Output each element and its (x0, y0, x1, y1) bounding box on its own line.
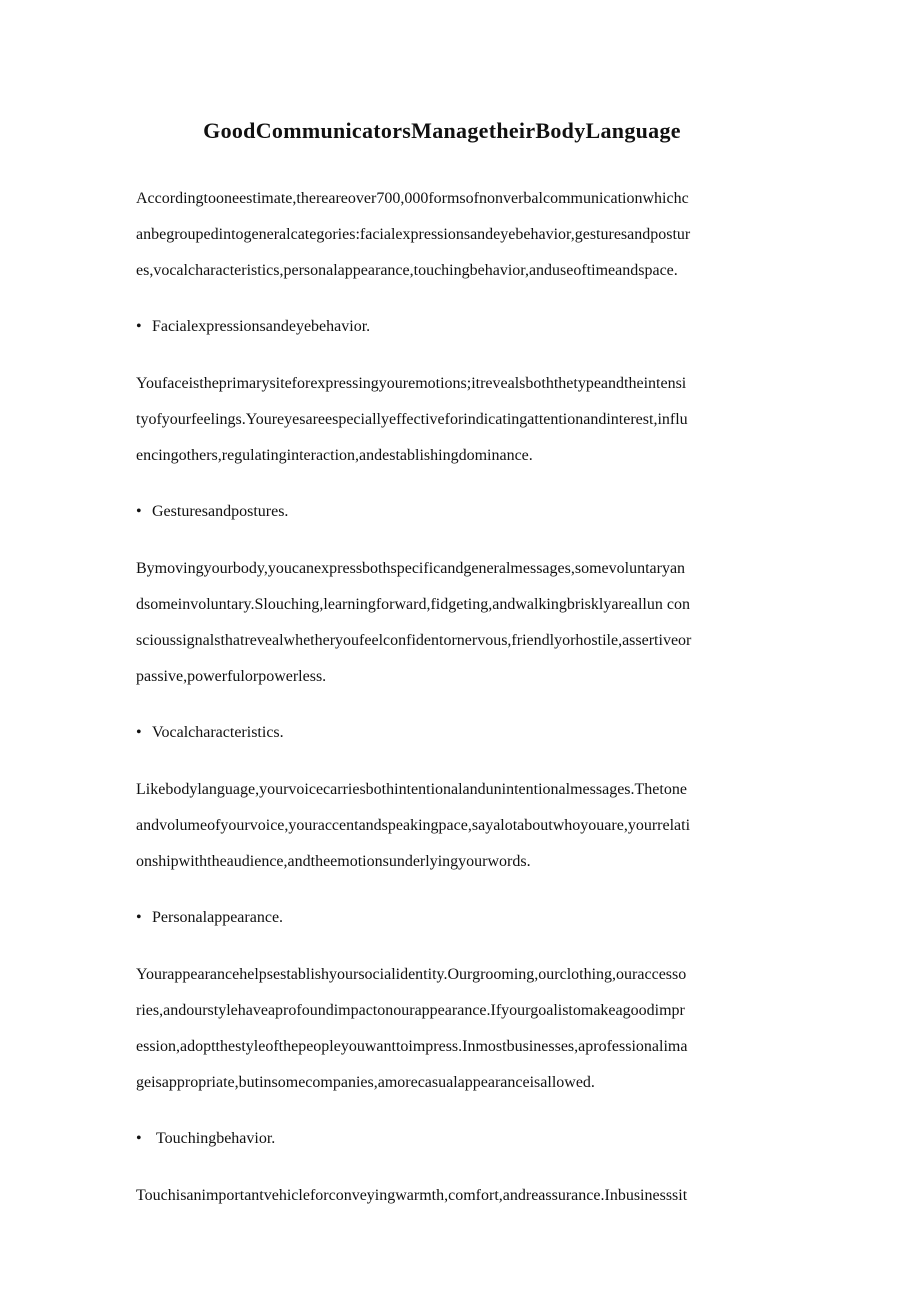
section-heading-label: Touchingbehavior. (156, 1130, 276, 1147)
section-appearance-line-2: ries,andourstylehaveaprofoundimpactonourappearance.Ifyourgoalistomakeagoodimpr (136, 1002, 685, 1019)
bullet-icon: • (136, 724, 142, 741)
document-title: GoodCommunicatorsManagetheirBodyLanguage (203, 118, 681, 143)
section-touching-line-1: Touchisanimportantvehicleforconveyingwarmth,comfort,andreassurance.Inbusinesssit (136, 1187, 688, 1204)
section-gestures-line-2: dsomeinvoluntary.Slouching,learningforward,fidgeting,andwalkingbrisklyareallun con (136, 596, 690, 613)
bullet-icon: • (136, 503, 142, 520)
section-facial-line-3: encingothers,regulatinginteraction,andestablishingdominance. (136, 447, 533, 464)
section-gestures-line-3: scioussignalsthatrevealwhetheryoufeelconfidentornervous,friendlyorhostile,assertiveor (136, 632, 692, 649)
section-heading-label: Gesturesandpostures. (152, 503, 289, 520)
section-appearance-line-3: ession,adoptthestyleofthepeopleyouwanttoimpress.Inmostbusinesses,aprofessionalima (136, 1038, 688, 1055)
section-gestures-line-4: passive,powerfulorpowerless. (136, 668, 327, 685)
section-gestures-line-1: Bymovingyourbody,youcanexpressbothspecificandgeneralmessages,somevoluntaryan (136, 560, 686, 577)
section-heading-appearance (136, 908, 283, 928)
section-vocal-line-3: onshipwiththeaudience,andtheemotionsunderlyingyourwords. (136, 853, 531, 870)
section-appearance-line-4: geisappropriate,butinsomecompanies,amorecasualappearanceisallowed. (136, 1074, 595, 1091)
section-heading-touching (136, 1129, 275, 1149)
bullet-icon: • (136, 318, 142, 335)
section-heading-label: Facialexpressionsandeyebehavior. (152, 318, 371, 335)
intro-line-3: es,vocalcharacteristics,personalappearance,touchingbehavior,anduseoftimeandspace. (136, 262, 678, 279)
section-heading-label: Personalappearance. (152, 909, 284, 926)
intro-line-1: Accordingtooneestimate,thereareover700,000formsofnonverbalcommunicationwhichc (136, 190, 689, 207)
bullet-icon: • (136, 909, 142, 926)
section-heading-label: Vocalcharacteristics. (152, 724, 284, 741)
bullet-icon: • (136, 1130, 142, 1147)
section-appearance-line-1: Yourappearancehelpsestablishyoursocialidentity.Ourgrooming,ourclothing,ouraccesso (136, 966, 687, 983)
section-heading-gestures (136, 502, 288, 522)
section-heading-facial (136, 317, 370, 337)
intro-line-2: anbegroupedintogeneralcategories:facialexpressionsandeyebehavior,gesturesandpostur (136, 226, 691, 243)
section-vocal-line-2: andvolumeofyourvoice,youraccentandspeakingpace,sayalotaboutwhoyouare,yourrelati (136, 817, 691, 834)
section-vocal-line-1: Likebodylanguage,yourvoicecarriesbothintentionalandunintentionalmessages.Thetone (136, 781, 687, 798)
section-heading-vocal (136, 723, 284, 743)
section-facial-line-2: tyofyourfeelings.Youreyesareespeciallyeffectiveforindicatingattentionandinterest,influ (136, 411, 688, 428)
section-facial-line-1: Youfaceistheprimarysiteforexpressingyouremotions;itrevealsboththetypeandtheintensi (136, 375, 687, 392)
